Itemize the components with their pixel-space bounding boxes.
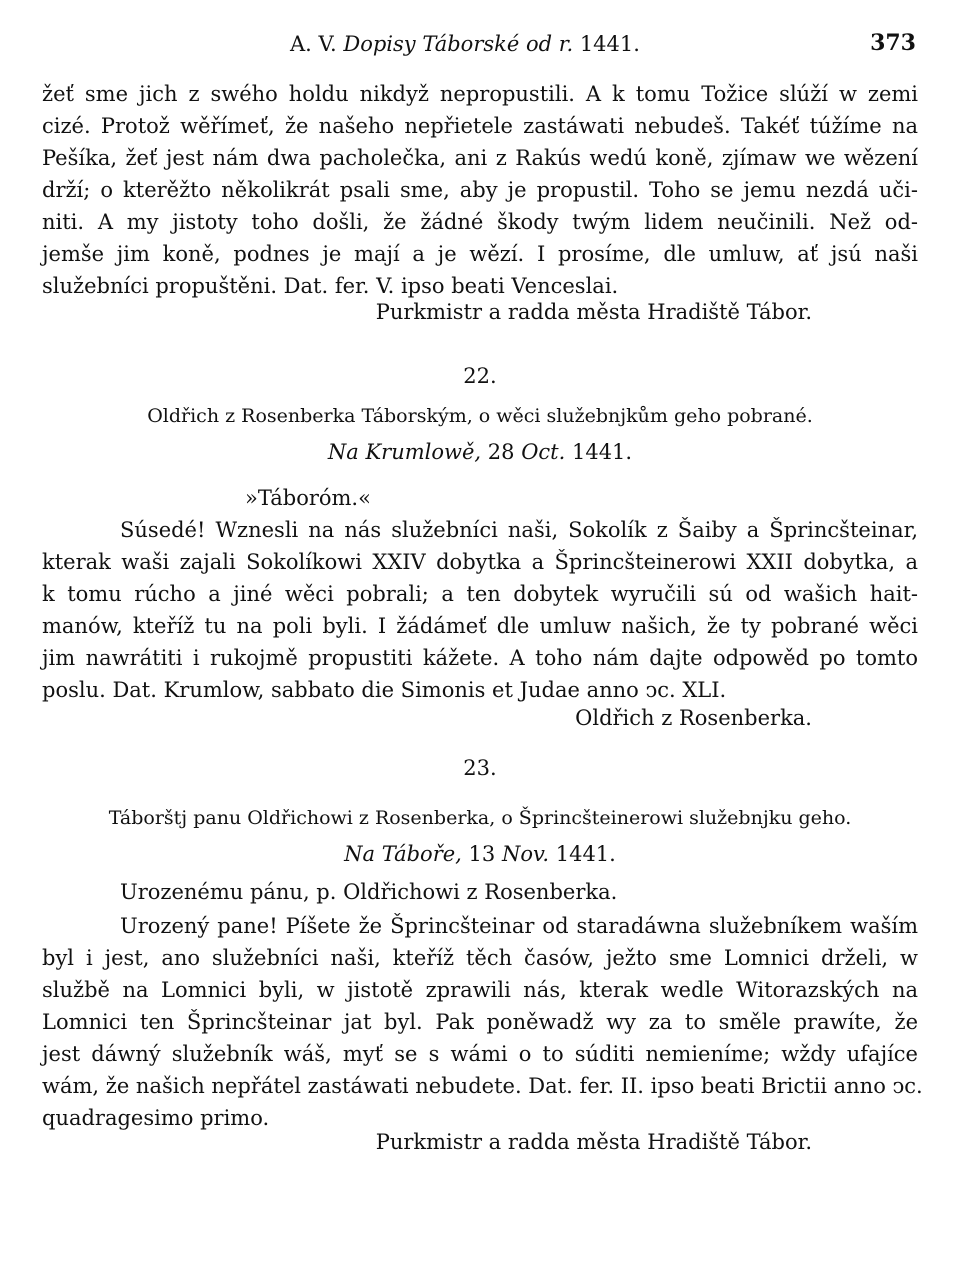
paragraph-line: službě na Lomnici byli, w jistotě zprawili nás, kterak wedle Witorazských na [42,978,918,1002]
document-heading: Táborštj panu Oldřichowi z Rosenberka, o Šprincšteinerowi služebnjku geho. [108,807,852,829]
date-year: 1441. [571,440,633,464]
paragraph-line: manów, kteříž tu na poli byli. I žádámeť dle umluw našich, že ty pobrané wěci [42,614,918,638]
running-head-year: 1441. [579,32,640,56]
paragraph-line: Súsedé! Wznesli na nás služebníci naši, Sokolík z Šaiby a Šprincšteinar, [120,518,918,542]
running-head [0,32,960,62]
running-head-prefix: A. V. [290,32,337,56]
document-number: 23. [463,756,497,780]
paragraph-line: byl i jest, ano služebníci naši, kteříž těch časów, ježto sme Lomnici drželi, w [42,946,918,970]
paragraph-line: niti. A my jistoty toho došli, že žádné škody twým lidem neučinili. Než od- [42,210,918,234]
date-month: Oct. [521,440,566,464]
paragraph-line: Pešíka, žeť jest nám dwa pacholečka, ani z Rakús wedú koně, zjímaw we wězení [42,146,918,170]
paragraph-line: kterak waši zajali Sokolíkowi XXIV dobytka a Šprincšteinerowi XXII dobytka, a [42,550,918,574]
running-head-title [290,32,690,56]
paragraph-line: jemše jim koně, podnes je mají a je wězí. I prosíme, dle umluw, ať jsú naši [42,242,918,266]
paragraph-line: Urozený pane! Píšete že Šprincšteinar od staradáwna služebníkem waším [120,914,918,938]
document-number: 22. [463,364,497,388]
document-place-date [0,838,960,870]
date-day: 28 [487,440,515,464]
page-number: 373 [870,30,916,56]
paragraph-line: žeť sme jich z swého holdu nikdyž nepropustili. A k tomu Tožice slúží w zemi [42,82,918,106]
place: Na Táboře, [344,842,462,866]
date-day: 13 [468,842,496,866]
signature: Purkmistr a radda města Hradiště Tábor. [375,300,812,324]
paragraph-line: quadragesimo primo. [42,1106,270,1130]
paragraph-line: jest dáwný služebník wáš, myť se s wámi o to súditi nemieníme; wždy ufajíce [42,1042,918,1066]
document-heading: Oldřich z Rosenberka Táborským, o wěci služebnjkům geho pobrané. [147,405,813,427]
place: Na Krumlowě, [327,440,482,464]
paragraph-line: wám, že našich nepřátel zastáwati nebudete. Dat. fer. II. ipso beati Brictii anno ↄc. [42,1074,923,1098]
signature: Purkmistr a radda města Hradiště Tábor. [375,1130,812,1154]
paragraph-line: cizé. Protož wěřímeť, že našeho nepřietele zastáwati nebudeš. Takéť túžíme na [42,114,918,138]
paragraph-line: služebníci propuštěni. Dat. fer. V. ipso beati Venceslai. [42,274,619,298]
paragraph-line: jim nawrátiti i rukojmě propustiti kážete. A toho nám dajte odpowěd po tomto [42,646,918,670]
paragraph-line: Lomnici ten Šprincšteinar jat byl. Pak poněwadž wy za to směle prawíte, že [42,1010,918,1034]
paragraph-line: k tomu rúcho a jiné wěci pobrali; a ten dobytek wyručili sú od wašich hait- [42,582,918,606]
paragraph-line: poslu. Dat. Krumlow, sabbato die Simonis et Judae anno ↄc. XLI. [42,678,727,702]
date-year: 1441. [555,842,616,866]
document-place-date [0,436,960,468]
paragraph-line: drží; o kterěžto několikrát psali sme, aby je propustil. Toho se jemu nezdá uči- [42,178,918,202]
address: »Táboróm.« [245,486,371,510]
signature: Oldřich z Rosenberka. [575,706,812,730]
running-head-title-italic: Dopisy Táborské od r. [343,32,574,56]
address: Urozenému pánu, p. Oldřichowi z Rosenberka. [120,880,618,904]
date-month: Nov. [501,842,550,866]
